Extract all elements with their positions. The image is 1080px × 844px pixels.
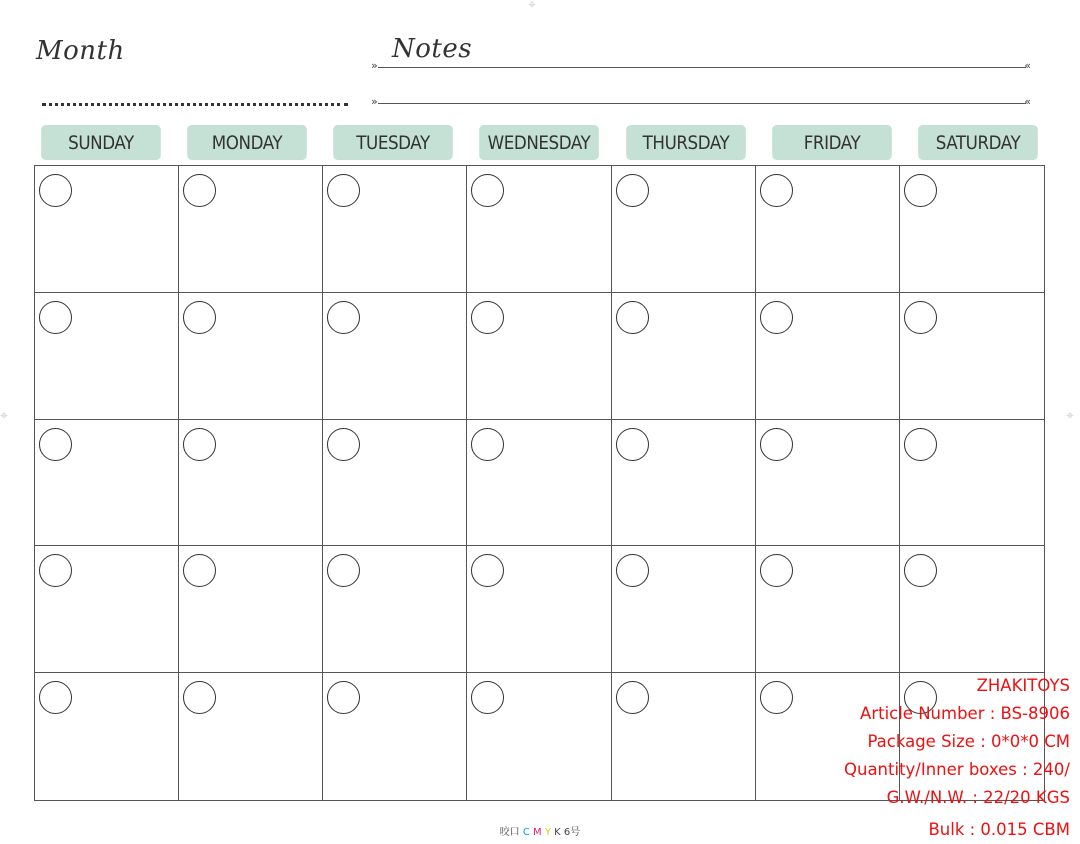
date-circle — [183, 174, 216, 207]
day-cell — [467, 420, 611, 547]
day-cell — [35, 293, 179, 420]
article-number: Article Number : BS-8906 — [860, 704, 1070, 723]
date-circle — [760, 174, 793, 207]
date-circle — [616, 554, 649, 587]
date-circle — [183, 301, 216, 334]
day-cell — [900, 293, 1044, 420]
date-circle — [471, 301, 504, 334]
date-circle — [183, 428, 216, 461]
date-circle — [327, 681, 360, 714]
day-cell — [35, 546, 179, 673]
date-circle — [760, 554, 793, 587]
arrow-tail-icon: » — [371, 95, 378, 108]
print-mark-prefix: 咬口 — [499, 827, 520, 838]
day-header-tuesday: TUESDAY — [333, 125, 453, 160]
day-cell — [467, 546, 611, 673]
day-cell — [612, 420, 756, 547]
date-circle — [327, 174, 360, 207]
date-circle — [39, 174, 72, 207]
day-cell — [467, 166, 611, 293]
date-circle — [327, 554, 360, 587]
day-cell — [900, 546, 1044, 673]
date-circle — [616, 174, 649, 207]
day-cell — [179, 293, 323, 420]
day-cell — [323, 166, 467, 293]
day-cell — [35, 420, 179, 547]
brand-name: ZHAKITOYS — [976, 676, 1070, 695]
day-header-friday: FRIDAY — [772, 125, 892, 160]
month-label: Month — [36, 36, 125, 66]
day-cell — [900, 420, 1044, 547]
day-header-sunday: SUNDAY — [41, 125, 161, 160]
date-circle — [471, 554, 504, 587]
print-mark-m: M — [533, 827, 542, 838]
date-circle — [327, 428, 360, 461]
day-cell — [900, 166, 1044, 293]
print-mark-k: K — [554, 827, 561, 838]
date-circle — [471, 681, 504, 714]
day-header-saturday: SATURDAY — [918, 125, 1038, 160]
day-cell — [756, 546, 900, 673]
day-cell — [323, 420, 467, 547]
print-mark-c: C — [522, 827, 530, 838]
day-cell — [612, 673, 756, 800]
day-cell — [179, 166, 323, 293]
day-cell — [179, 546, 323, 673]
date-circle — [760, 301, 793, 334]
bulk-volume: Bulk : 0.015 CBM — [928, 820, 1070, 839]
arrow-head-icon: « — [1024, 95, 1031, 108]
day-cell — [323, 546, 467, 673]
registration-mark-left: ⌖ — [0, 408, 8, 424]
day-cell — [323, 293, 467, 420]
date-circle — [327, 301, 360, 334]
date-circle — [39, 428, 72, 461]
date-circle — [904, 428, 937, 461]
print-mark-suffix: 6号 — [563, 827, 581, 838]
day-cell — [35, 673, 179, 800]
arrow-tail-icon: » — [371, 59, 378, 72]
notes-label: Notes — [392, 34, 473, 64]
registration-mark-right: ⌖ — [1066, 408, 1074, 424]
quantity-inner-boxes: Quantity/Inner boxes : 240/ — [844, 760, 1070, 779]
day-cell — [612, 546, 756, 673]
day-cell — [756, 166, 900, 293]
date-circle — [471, 428, 504, 461]
date-circle — [39, 681, 72, 714]
date-circle — [616, 301, 649, 334]
date-circle — [616, 681, 649, 714]
day-cell — [612, 166, 756, 293]
date-circle — [39, 301, 72, 334]
date-circle — [183, 681, 216, 714]
registration-mark-top: ⌖ — [528, 0, 536, 13]
date-circle — [183, 554, 216, 587]
date-circle — [616, 428, 649, 461]
date-circle — [760, 428, 793, 461]
date-circle — [904, 174, 937, 207]
day-cell — [179, 420, 323, 547]
date-circle — [904, 301, 937, 334]
day-cell — [467, 293, 611, 420]
day-cell — [323, 673, 467, 800]
day-cell — [612, 293, 756, 420]
day-cell — [467, 673, 611, 800]
arrow-head-icon: « — [1024, 59, 1031, 72]
date-circle — [904, 554, 937, 587]
date-circle — [760, 681, 793, 714]
notes-line-1 — [371, 59, 1031, 72]
day-header-thursday: THURSDAY — [626, 125, 746, 160]
product-info — [844, 672, 1070, 844]
notes-line-2 — [371, 95, 1031, 108]
day-cell — [179, 673, 323, 800]
day-cell — [35, 166, 179, 293]
day-header-monday: MONDAY — [187, 125, 307, 160]
print-mark-y: Y — [544, 827, 551, 838]
date-circle — [471, 174, 504, 207]
package-size: Package Size : 0*0*0 CM — [867, 732, 1070, 751]
gross-net-weight: G.W./N.W. : 22/20 KGS — [886, 788, 1070, 807]
month-write-line — [42, 103, 348, 106]
day-cell — [756, 420, 900, 547]
day-header-wednesday: WEDNESDAY — [479, 125, 599, 160]
date-circle — [39, 554, 72, 587]
day-cell — [756, 293, 900, 420]
